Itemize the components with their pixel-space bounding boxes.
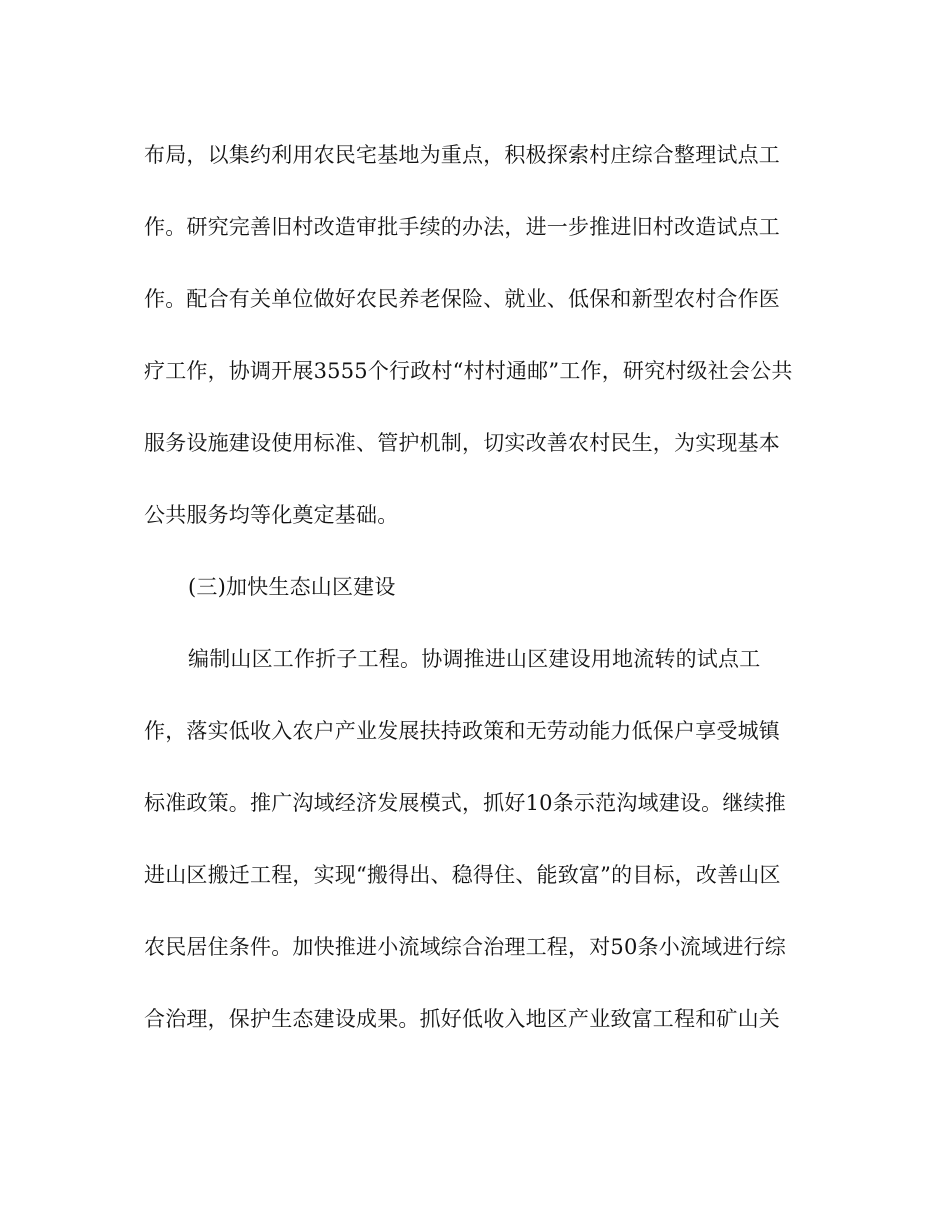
paragraph-line: 服务设施建设使用标准、管护机制，切实改善农村民生，为实现基本 [144,431,780,455]
paragraph-line: 农民居住条件。加快推进小流域综合治理工程，对50条小流域进行综 [144,935,786,959]
paragraph-line: 疗工作，协调开展3555个行政村“村村通邮”工作，研究村级社会公共 [144,359,793,383]
paragraph-line: 公共服务均等化奠定基础。 [144,503,399,527]
section-heading: (三)加快生态山区建设 [188,575,396,599]
paragraph-line: 标准政策。推广沟域经济发展模式，抓好10条示范沟域建设。继续推 [144,791,786,815]
paragraph-line: 作。研究完善旧村改造审批手续的办法，进一步推进旧村改造试点工 [144,215,780,239]
paragraph-line: 作。配合有关单位做好农民养老保险、就业、低保和新型农村合作医 [144,287,780,311]
paragraph-line: 编制山区工作折子工程。协调推进山区建设用地流转的试点工 [188,647,761,671]
paragraph-line: 进山区搬迁工程，实现“搬得出、稳得住、能致富”的目标，改善山区 [144,863,781,887]
paragraph-line: 合治理，保护生态建设成果。抓好低收入地区产业致富工程和矿山关 [144,1007,780,1031]
paragraph-line: 布局，以集约利用农民宅基地为重点，积极探索村庄综合整理试点工 [144,143,780,167]
paragraph-line: 作，落实低收入农户产业发展扶持政策和无劳动能力低保户享受城镇 [144,719,780,743]
